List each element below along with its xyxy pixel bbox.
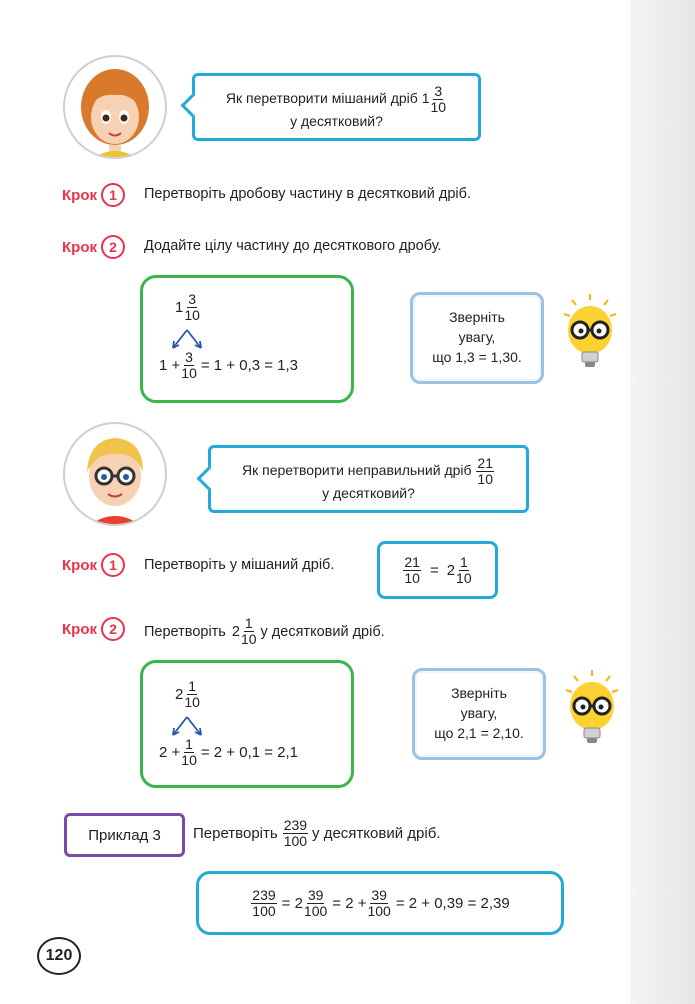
- expansion-equation: 1 + $\frac{3}{10}$ = 1 + 0,3 = 1,3: [159, 349, 299, 381]
- example-3-solution-box: $\frac{239}{100}$ = 2 $\frac{39}{100}$ = 2 + $\frac{39}{100}$ = 2 + 0,39 = 2,39: [196, 871, 564, 935]
- step-2-text: Додайте цілу частину до десяткового дробу.: [144, 238, 442, 254]
- girl-avatar: [63, 55, 167, 159]
- boy-face-icon: [65, 424, 165, 524]
- page-edge-shadow: [630, 0, 695, 1004]
- page-number: 120: [37, 937, 81, 975]
- question-bubble-1: [192, 73, 481, 141]
- question-2-text: Як перетворити неправильний дріб: [241, 462, 472, 479]
- example-3-text: Перетворіть $\frac{239}{100}$ у десятковий дріб.: [193, 817, 441, 849]
- solution-box-1: [140, 275, 354, 403]
- lightbulb-icon: [562, 668, 622, 748]
- lightbulb-icon: [560, 292, 620, 372]
- expansion-equation: 2 + $\frac{1}{10}$ = 2 + 0,1 = 2,1: [159, 736, 299, 768]
- step-4-label: Крок 2: [62, 617, 125, 641]
- improper-to-mixed-box: $\frac{21}{10}$ = 2 $\frac{1}{10}$: [377, 541, 498, 599]
- question-2-text-line2: у десятковий?: [322, 485, 415, 501]
- example-3-label: Приклад 3: [64, 813, 185, 857]
- attention-note-2: Зверніть увагу, що 2,1 = 2,10.: [412, 668, 546, 760]
- question-bubble-2: Як перетворити неправильний дріб $\frac{21}{10}$ у десятковий?: [208, 445, 529, 513]
- step-2-label: Крок 2: [62, 235, 125, 259]
- step-1-label: Крок 1: [62, 183, 125, 207]
- question-1-text-line2: у десятковий?: [290, 113, 383, 129]
- solution-box-2: [140, 660, 354, 788]
- mixed-fraction-top: 1 $\frac{3}{10}$: [175, 291, 200, 323]
- boy-avatar: [63, 422, 167, 526]
- question-1-text: Як перетворити мішаний дріб: [225, 90, 418, 107]
- step-1-text: Перетворіть дробову частину в десятковий дріб.: [144, 186, 471, 202]
- step-4-text: Перетворіть 2 $\frac{1}{10}$ у десятковий дріб.: [144, 615, 385, 647]
- step-3-text: Перетворіть у мішаний дріб.: [144, 557, 335, 573]
- mixed-fraction-top: 2 $\frac{1}{10}$: [175, 678, 200, 710]
- girl-face-icon: [65, 57, 165, 157]
- mixed-fraction: 1 $\frac{3}{10}$: [421, 83, 447, 115]
- attention-note-1: Зверніть увагу, що 1,3 = 1,30.: [410, 292, 544, 384]
- step-3-label: Крок 1: [62, 553, 125, 577]
